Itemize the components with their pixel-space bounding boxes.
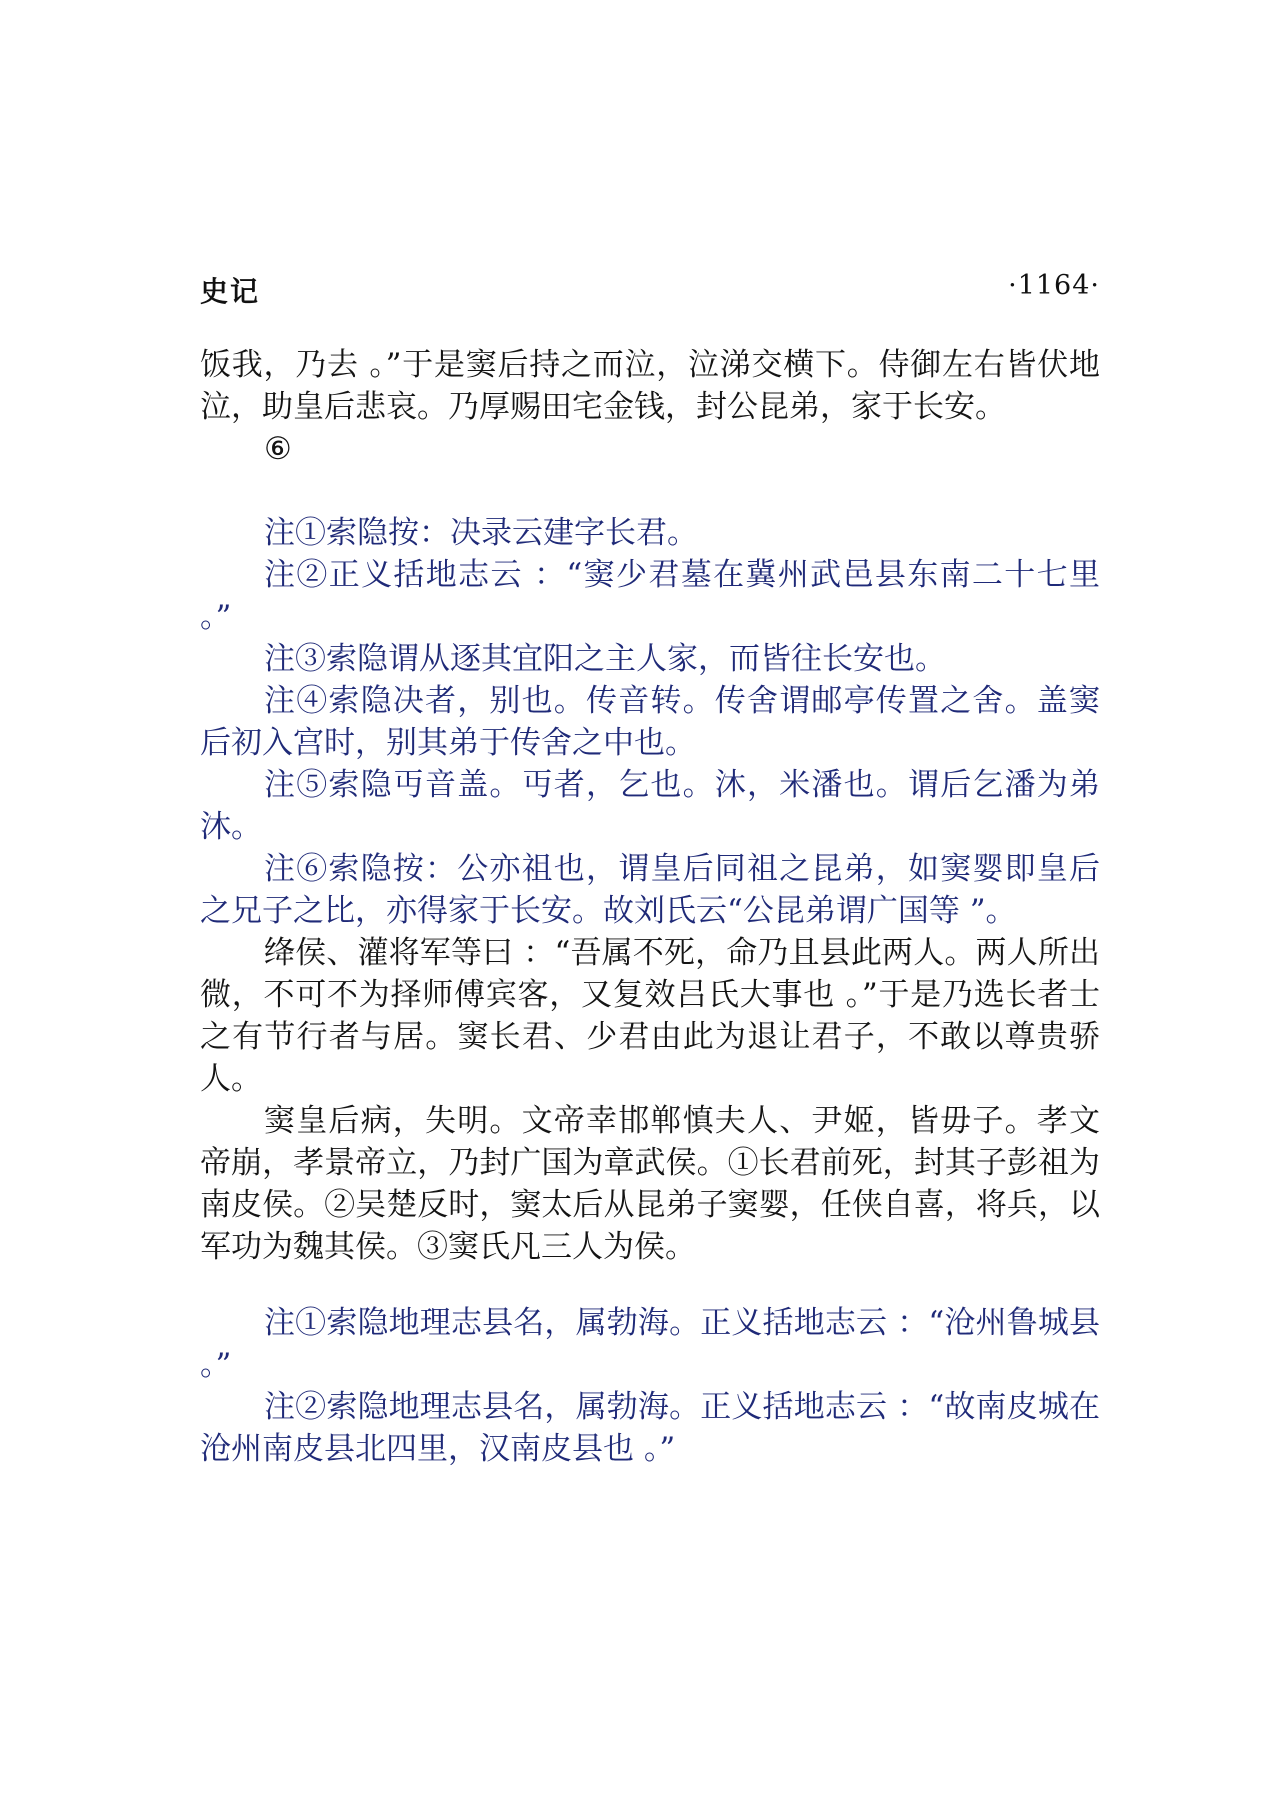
annotation-note: 注④索隐决者，别也。传音转。传舍谓邮亭传置之舍。盖窦后初入宫时，别其弟于传舍之中也。 — [200, 683, 1100, 761]
annotation-note: 注①索隐按：决录云建字长君。 — [264, 515, 698, 551]
annotation-note: 注②正义括地志云 ：“窦少君墓在冀州武邑县东南二十七里 。” — [200, 557, 1110, 635]
annotation-note: 注①索隐地理志县名，属勃海。正义括地志云 ：“沧州鲁城县 。” — [200, 1305, 1110, 1383]
body-paragraph-continuation: 饭我，乃去 。”于是窦后持之而泣，泣涕交横下。侍御左右皆伏地泣，助皇后悲哀。乃厚赐田宅金钱，封公昆弟，家于长安。 — [200, 347, 1100, 425]
page-header — [200, 270, 1100, 310]
annotation-note: 注⑥索隐按：公亦祖也，谓皇后同祖之昆弟，如窦婴即皇后之兄子之比，亦得家于长安。故刘氏云“公昆弟谓广国等 ”。 — [200, 851, 1100, 929]
annotation-note: 注③索隐谓从逐其宜阳之主人家，而皆往长安也。 — [264, 641, 946, 677]
page-number: ·1164· — [1008, 270, 1100, 301]
note-marker: ⑥ — [264, 431, 292, 467]
document-page — [200, 270, 1110, 1470]
book-title: 史记 — [200, 275, 261, 308]
body-paragraph: 绛侯、灌将军等曰 ：“吾属不死，命乃且县此两人。两人所出微，不可不为择师傅宾客，又复效吕氏大事也 。”于是乃选长者士之有节行者与居。窦长君、少君由此为退让君子，不敢以尊贵骄人。 — [200, 935, 1100, 1097]
spacer — [200, 1268, 1100, 1302]
annotation-note: 注②索隐地理志县名，属勃海。正义括地志云 ：“故南皮城在沧州南皮县北四里，汉南皮县也 。” — [200, 1389, 1100, 1467]
spacer — [200, 470, 1100, 512]
body-paragraph: 窦皇后病，失明。文帝幸邯郸慎夫人、尹姬，皆毋子。孝文帝崩，孝景帝立，乃封广国为章武侯。①长君前死，封其子彭祖为南皮侯。②吴楚反时，窦太后从昆弟子窦婴，任侠自喜，将兵，以军功为魏其侯。③窦氏凡三人为侯。 — [200, 1103, 1100, 1265]
annotation-note: 注⑤索隐丏音盖。丏者，乞也。沐，米潘也。谓后乞潘为弟沐。 — [200, 767, 1100, 845]
